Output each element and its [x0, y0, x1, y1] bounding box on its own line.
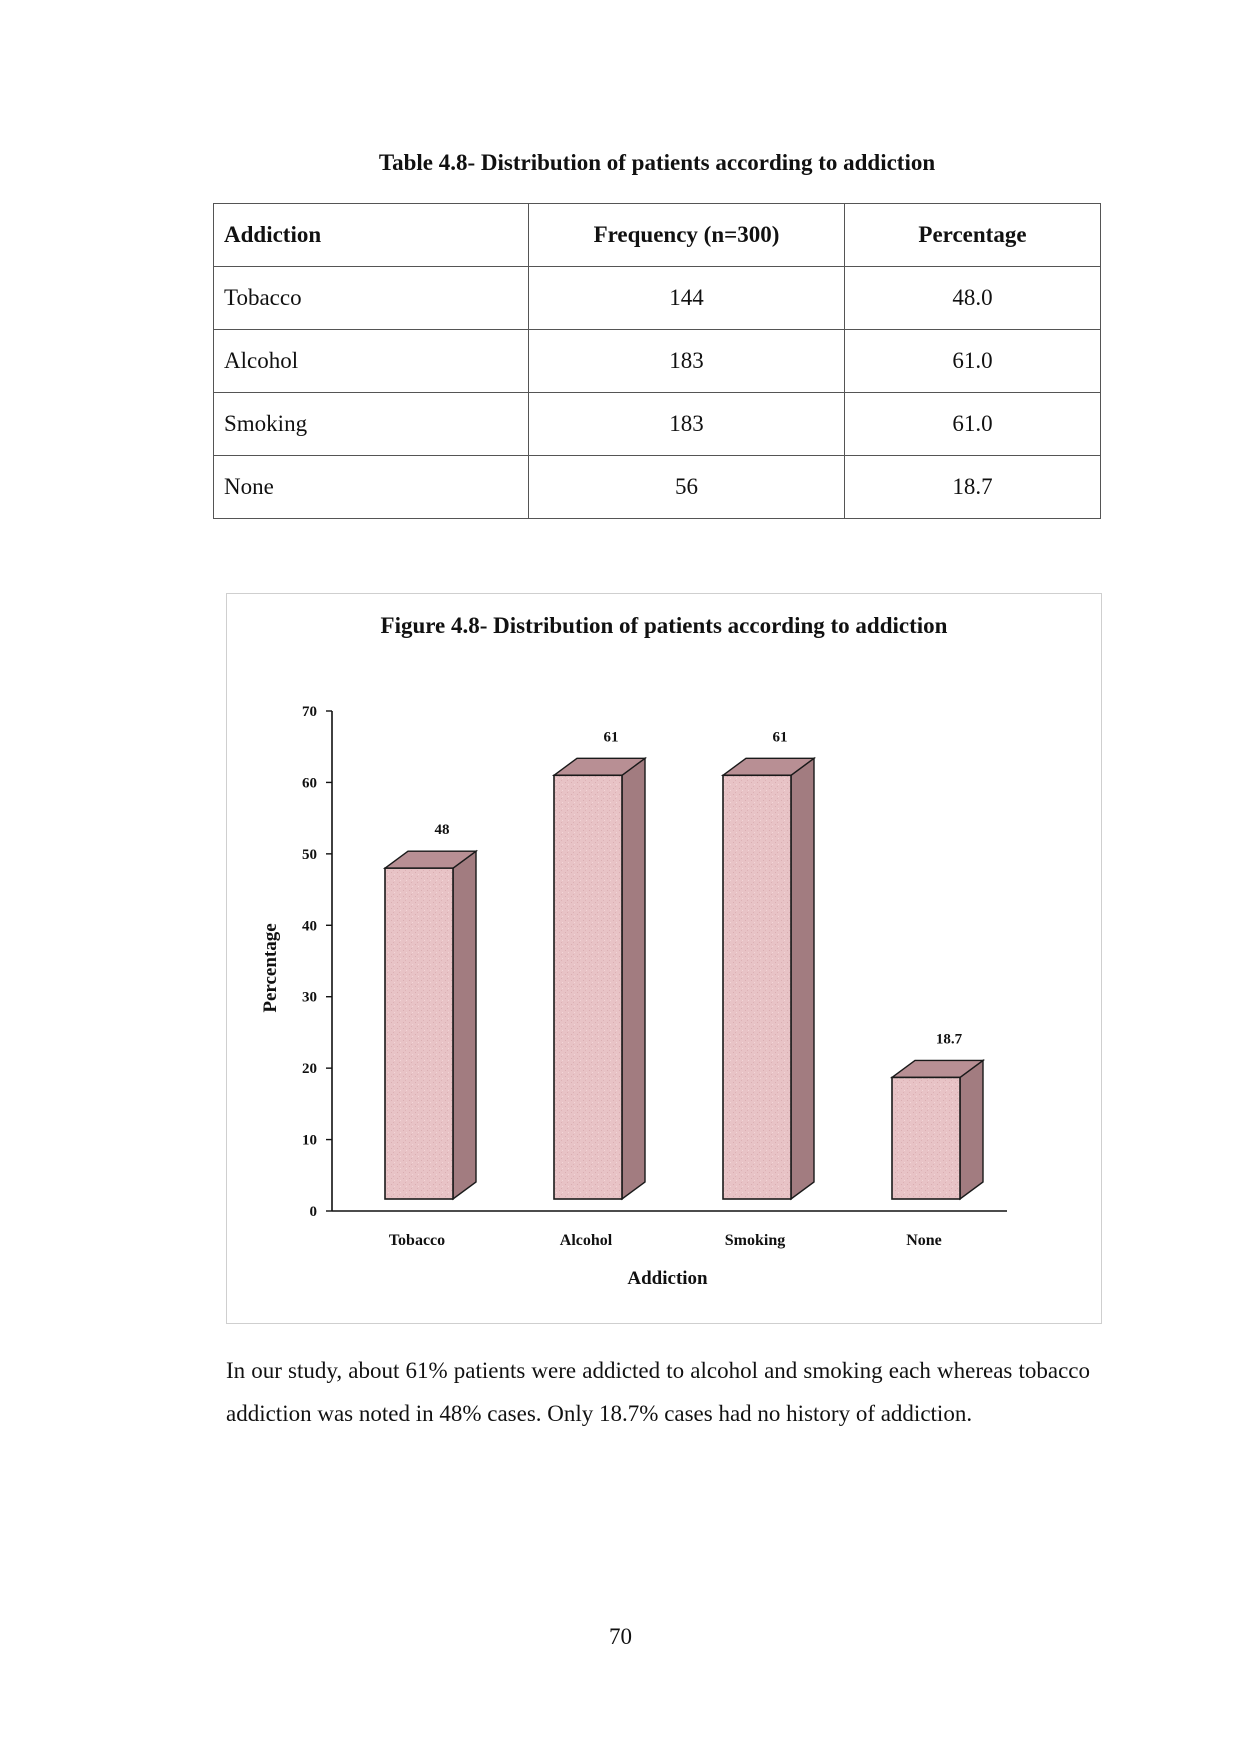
x-axis-title: Addiction: [627, 1268, 708, 1289]
y-tick-label: 50: [302, 846, 317, 863]
y-tick-label: 40: [302, 918, 317, 935]
page-number: 70: [609, 1624, 632, 1649]
y-tick-label: 20: [302, 1061, 317, 1078]
data-label: 18.7: [935, 1031, 963, 1048]
bar-side: [453, 851, 476, 1199]
table-cell: 18.7: [845, 456, 1101, 519]
y-axis-title: Percentage: [260, 923, 281, 1013]
x-tick-label: Smoking: [724, 1232, 786, 1249]
figure-title: Figure 4.8- Distribution of patients according to addiction: [380, 613, 948, 638]
table-cell: Alcohol: [214, 330, 529, 393]
table-cell: 183: [529, 393, 845, 456]
y-tick-label: 60: [302, 775, 317, 792]
x-tick-label: Alcohol: [559, 1232, 613, 1249]
table-cell: 48.0: [845, 267, 1101, 330]
table-caption: Table 4.8- Distribution of patients according to addiction: [378, 150, 936, 175]
y-tick-label: 0: [309, 1204, 317, 1220]
table-header-cell: Percentage: [845, 204, 1101, 267]
table-cell: Smoking: [214, 393, 529, 456]
bar: [723, 775, 791, 1199]
table-cell: Tobacco: [214, 267, 529, 330]
data-label: 61: [603, 729, 619, 746]
bar-side: [791, 758, 814, 1199]
x-tick-label: Tobacco: [388, 1232, 446, 1249]
table-cell: None: [214, 456, 529, 519]
data-label: 48: [434, 822, 450, 839]
table-cell: 61.0: [845, 330, 1101, 393]
x-tick-label: None: [906, 1232, 942, 1249]
table-header-cell: Addiction: [214, 204, 529, 267]
data-label: 61: [772, 729, 788, 746]
bar: [385, 868, 453, 1199]
table-cell: 183: [529, 330, 845, 393]
bar-side: [960, 1060, 983, 1199]
y-tick-label: 30: [302, 989, 317, 1006]
bar: [554, 775, 622, 1199]
bar-side: [622, 758, 645, 1199]
bar: [892, 1077, 960, 1199]
y-tick-label: 70: [302, 704, 317, 720]
table-cell: 61.0: [845, 393, 1101, 456]
table-cell: 56: [529, 456, 845, 519]
body-paragraph: In our study, about 61% patients were addicted to alcohol and smoking each whereas tobacco addiction was noted in 48% cases. Only 18.7% cases had no history of addiction.: [226, 1358, 1090, 1426]
y-tick-label: 10: [302, 1132, 317, 1149]
table-header-cell: Frequency (n=300): [529, 204, 845, 267]
table-cell: 144: [529, 267, 845, 330]
